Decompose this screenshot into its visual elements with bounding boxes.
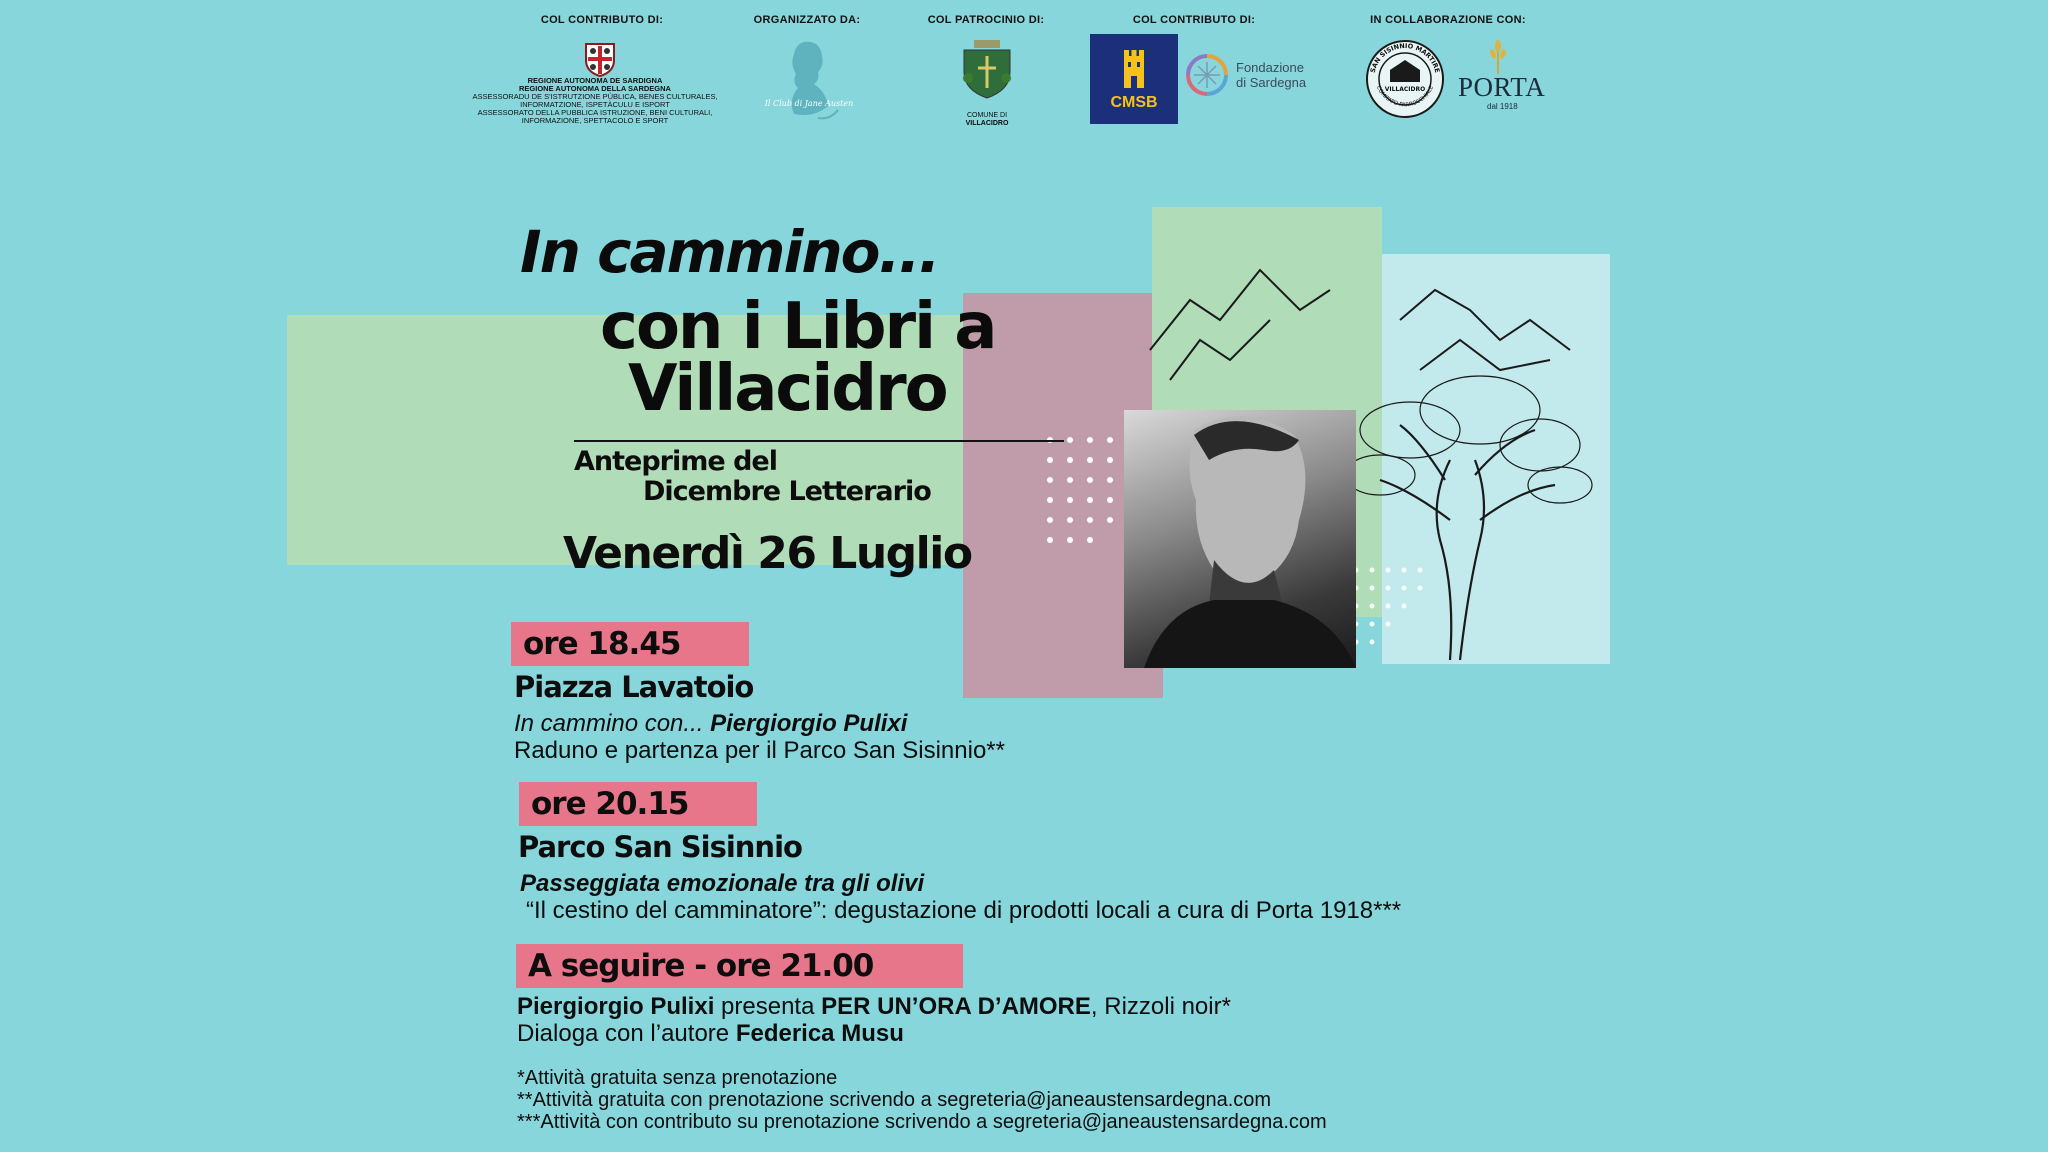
author-photo	[1124, 410, 1356, 668]
sardinia-coat-of-arms-icon	[582, 40, 618, 78]
publisher: , Rizzoli noir*	[1090, 993, 1231, 1020]
schedule-3-line-1	[517, 993, 1231, 1021]
region-line: ASSESSORADU DE S'ISTRUTZIONE PÙBLICA, BENES CULTURALES,	[472, 92, 718, 101]
fondazione-sardegna-icon	[1184, 52, 1230, 98]
place-1: Piazza Lavatoio	[514, 670, 754, 704]
note-3: ***Attività con contributo su prenotazione scrivendo a segreteria@janeaustensardegna.com	[517, 1111, 1327, 1133]
comune-line: COMUNE DI	[966, 112, 1008, 119]
sponsor-label-contributo-1: COL CONTRIBUTO DI:	[540, 14, 664, 26]
svg-text:Il Club di Jane Austen: Il Club di Jane Austen	[764, 99, 854, 108]
comune-text	[958, 112, 1016, 128]
region-line: REGIONE AUTONOMA DE SARDIGNA	[527, 76, 663, 85]
porta-logo-text: PORTA	[1458, 72, 1546, 102]
author-name: Piergiorgio Pulixi	[517, 993, 715, 1020]
villacidro-crest-icon	[958, 38, 1016, 100]
fondazione-line: Fondazione	[1236, 60, 1304, 75]
title-divider	[574, 440, 1064, 442]
place-2: Parco San Sisinnio	[518, 830, 802, 864]
tower-icon	[1120, 48, 1148, 88]
comune-line: VILLACIDRO	[965, 120, 1009, 127]
svg-text:SAN SISINNIO MARTIRE: SAN SISINNIO MARTIRE	[1368, 41, 1442, 74]
sponsor-label-patrocinio: COL PATROCINIO DI:	[927, 14, 1045, 26]
time-badge-1: ore 18.45	[511, 622, 749, 666]
time-badge-3: A seguire - ore 21.00	[516, 944, 963, 988]
time-badge-2: ore 20.15	[519, 782, 757, 826]
sponsor-label-organizzato: ORGANIZZATO DA:	[753, 14, 861, 26]
sponsor-label-collaborazione: IN COLLABORAZIONE CON:	[1370, 14, 1526, 26]
cmsb-label: CMSB	[1110, 94, 1158, 111]
schedule-1-intro: In cammino con...	[514, 710, 711, 737]
region-line: ASSESSORATO DELLA PUBBLICA ISTRUZIONE, BENI CULTURALI,	[477, 108, 713, 117]
book-title: PER UN’ORA D’AMORE	[821, 993, 1091, 1020]
title-line-3: Villacidro	[628, 352, 947, 426]
san-sisinnio-seal-icon	[1364, 38, 1446, 120]
cmsb-logo	[1090, 34, 1178, 124]
sponsor-label-contributo-2: COL CONTRIBUTO DI:	[1132, 14, 1256, 26]
schedule-2-line-2: “Il cestino del camminatore”: degustazione di prodotti locali a cura di Porta 1918***	[526, 897, 1402, 924]
note-2: **Attività gratuita con prenotazione scrivendo a segreteria@janeaustensardegna.com	[517, 1089, 1272, 1111]
moderator-name: Federica Musu	[735, 1020, 904, 1047]
schedule-1-line-1	[514, 710, 907, 738]
author-portrait-silhouette	[1124, 410, 1356, 668]
schedule-2-line-1: Passeggiata emozionale tra gli olivi	[520, 870, 925, 897]
event-date: Venerdì 26 Luglio	[563, 528, 972, 579]
dialogue-intro: Dialoga con l’autore	[517, 1020, 736, 1047]
title-line-2: con i Libri a	[600, 290, 996, 364]
wheat-icon	[1486, 40, 1510, 74]
region-line: REGIONE AUTONOMA DELLA SARDEGNA	[519, 84, 671, 93]
schedule-3-line-2	[517, 1020, 904, 1048]
region-line: INFORMATZIONE, ISPETÀCULU E ISPORT	[520, 100, 670, 109]
fondazione-text	[1236, 60, 1306, 90]
region-sardinia-text	[470, 77, 720, 125]
schedule-1-line-2: Raduno e partenza per il Parco San Sisinnio**	[514, 737, 1005, 764]
note-1: *Attività gratuita senza prenotazione	[517, 1067, 838, 1089]
schedule-3-verb: presenta	[714, 993, 822, 1020]
svg-text:VILLACIDRO: VILLACIDRO	[1384, 86, 1426, 93]
porta-since-text: dal 1918	[1487, 102, 1518, 111]
fondazione-line: di Sardegna	[1236, 75, 1307, 90]
jane-austen-club-logo	[764, 36, 854, 128]
region-line: INFORMAZIONE, SPETTACOLO E SPORT	[521, 116, 669, 125]
title-line-1: In cammino...	[520, 218, 939, 286]
svg-text:COMITATO PARROCCHIALE: COMITATO PARROCCHIALE	[1374, 84, 1436, 109]
author-name: Piergiorgio Pulixi	[710, 710, 908, 737]
subtitle-line-2: Dicembre Letterario	[643, 476, 931, 507]
subtitle-line-1: Anteprime del	[574, 446, 777, 477]
